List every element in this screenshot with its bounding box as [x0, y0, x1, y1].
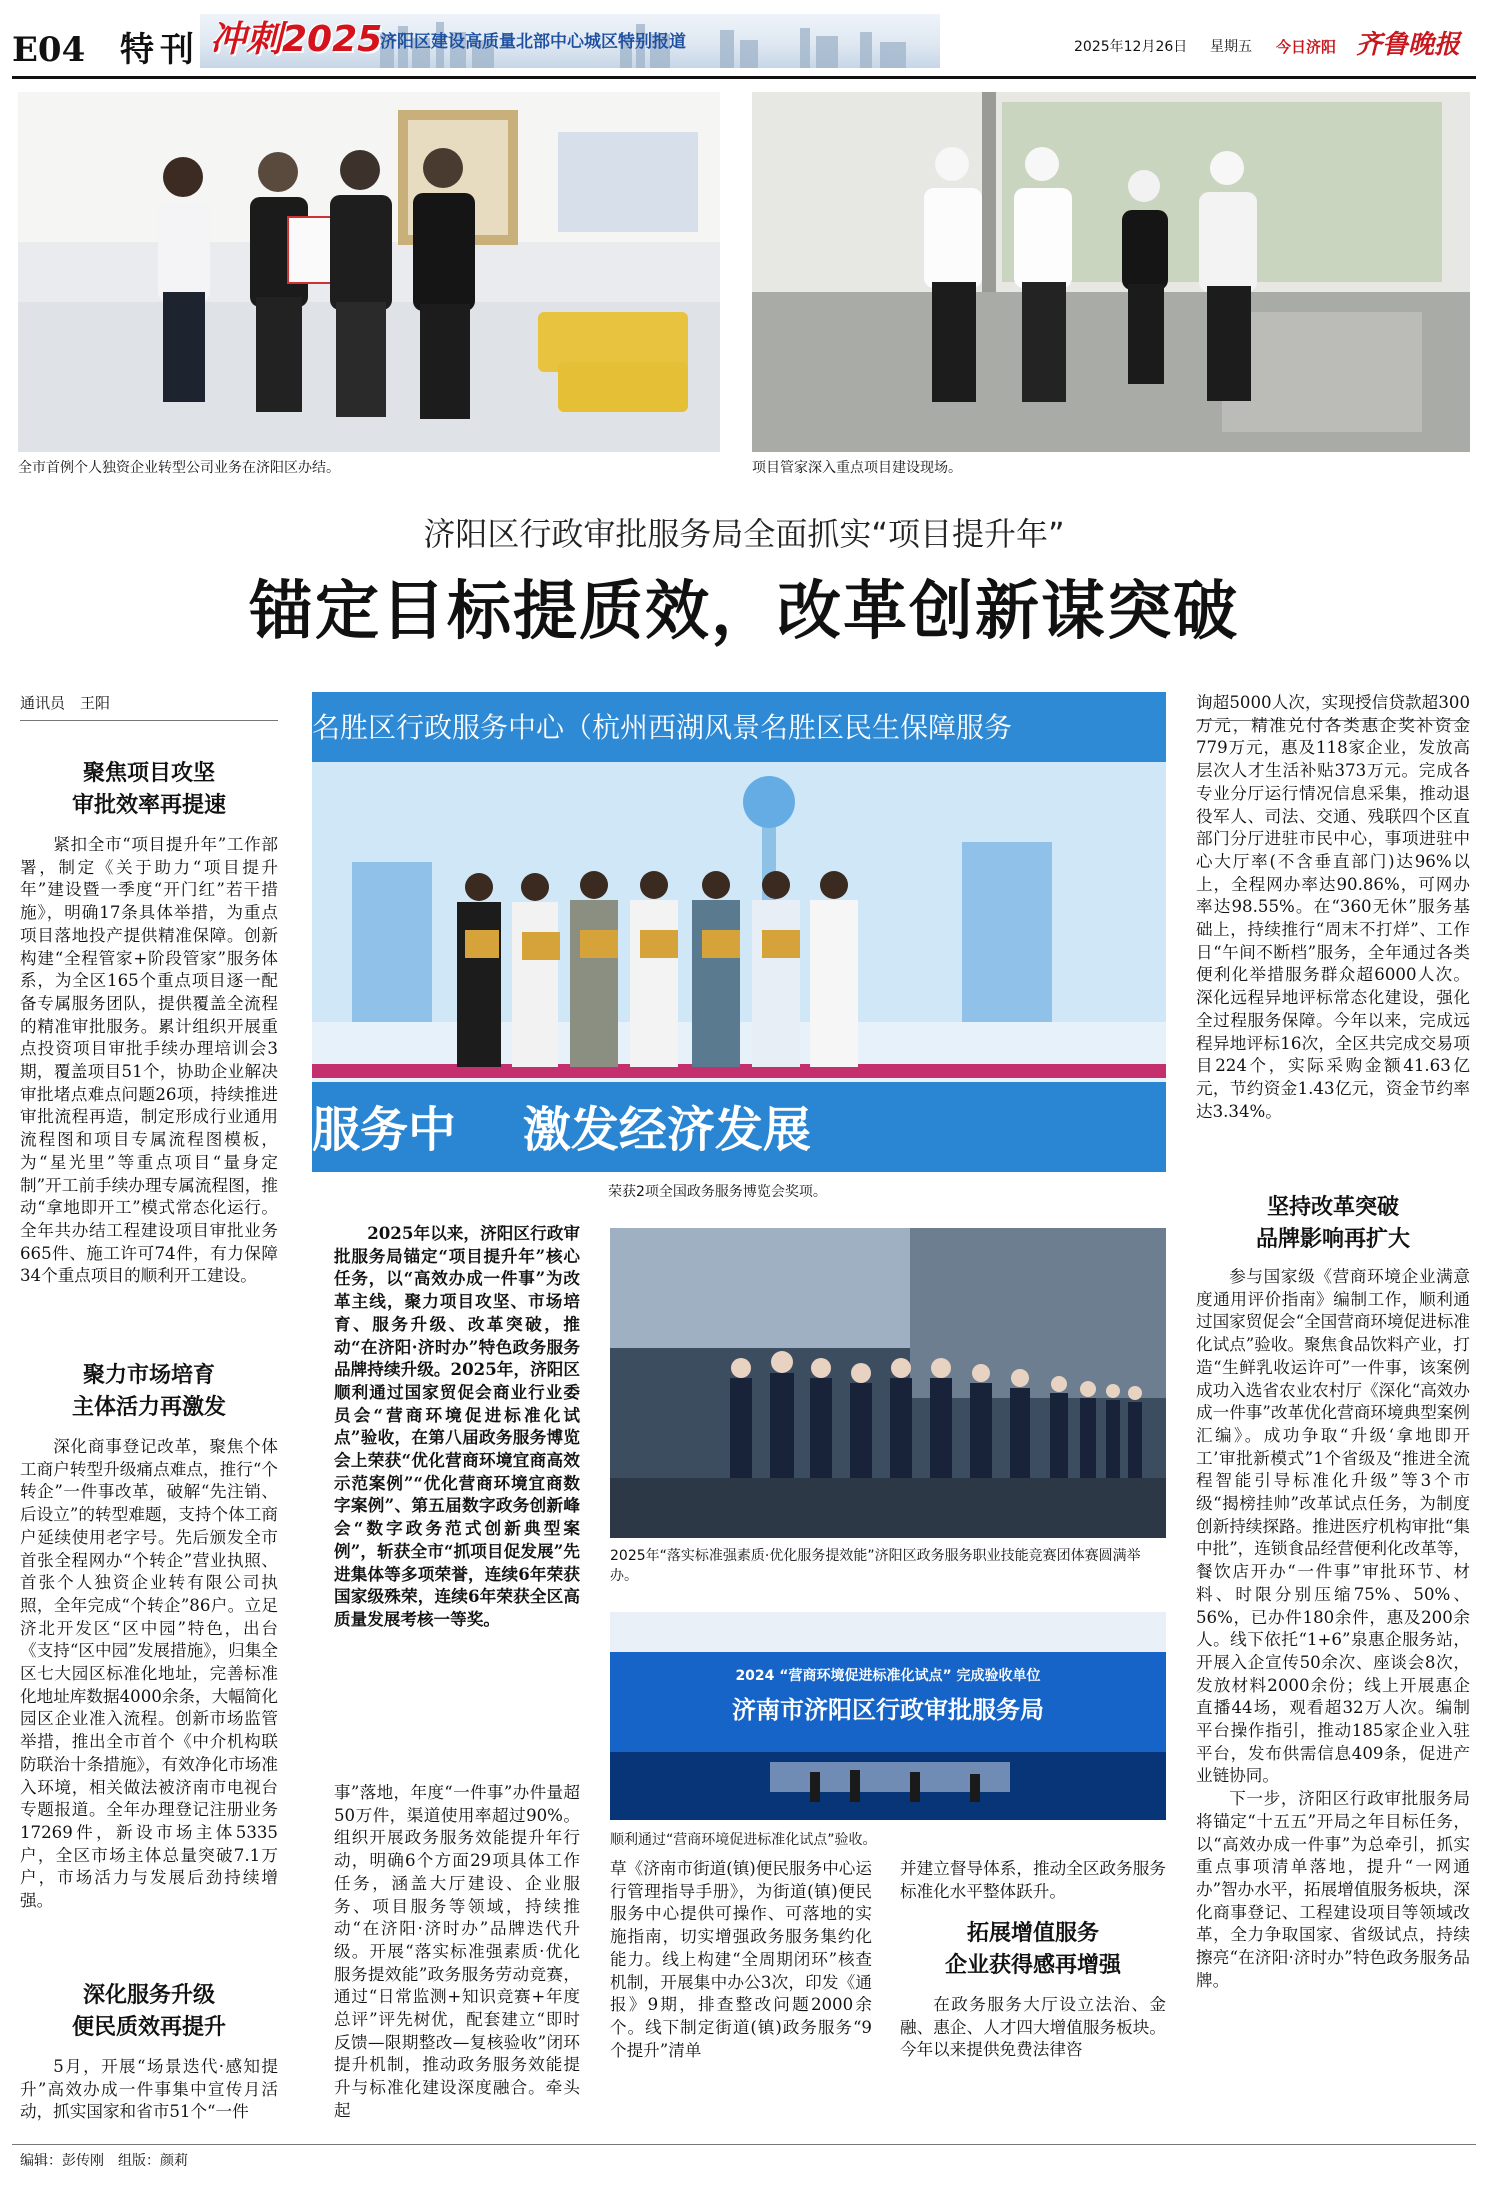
banner-title: 冲刺2025 — [210, 19, 383, 60]
paragraph-standard: 并建立督导体系，推动全区政务服务标准化水平整体跃升。 — [900, 1859, 1166, 1901]
photo-skills-competition — [610, 1228, 1166, 1538]
article-col2 — [334, 1782, 580, 2123]
subhead-market-line2: 主体活力再激发 — [71, 1395, 226, 1420]
subhead-value-added — [900, 1918, 1166, 1982]
section-name: 特刊 — [120, 30, 200, 70]
subhead-reform — [1196, 1192, 1470, 1256]
photo-construction-site-image — [752, 92, 1470, 452]
caption-award-stage: 荣获2项全国政务服务博览会奖项。 — [608, 1184, 827, 1200]
screen-line1: 2024 “营商环境促进标准化试点” 完成验收单位 — [735, 1668, 1041, 1684]
masthead-rule — [12, 76, 1476, 79]
caption-construction-site: 项目管家深入重点项目建设现场。 — [752, 460, 962, 476]
article-col5-b — [1196, 1266, 1470, 1993]
byline: 通讯员 王阳 — [20, 694, 111, 712]
award-floor-text: 服务中 激发经济发展 — [312, 1102, 811, 1158]
caption-license-handover: 全市首例个人独资企业转型公司业务在济阳区办结。 — [18, 460, 340, 476]
paper-logo: 齐鲁晚报 — [1356, 30, 1461, 60]
headline-title: 锚定目标提质效，改革创新谋突破 — [249, 574, 1239, 649]
subhead-reform-line2: 品牌影响再扩大 — [1255, 1227, 1410, 1252]
photo-construction-site — [752, 92, 1470, 452]
footer-credits: 编辑：彭传刚 组版：颜莉 — [20, 2153, 188, 2169]
issue-date: 2025年12月26日 — [1074, 39, 1188, 55]
subhead-service-line1: 深化服务升级 — [82, 1983, 215, 2008]
paragraph-service-cont: 事”落地，年度“一件事”办件量超50万件，渠道使用率超过90%。组织开展政务服务效能提升年行动，明确6个方面29项具体工作任务，涵盖大厅建设、企业服务、项目服务等领域，持续推动“在济阳·济时办”品牌迭代升级。开展“落实标准强素质·优化服务提效能”政务服务劳动竞赛，通过“日常监测+知识竞赛+年度总评”评先树优，配套建立“即时反馈—限期整改—复核验收”闭环提升机制，推动政务服务效能提升与标准化建设深度融合。牵头起 — [334, 1783, 580, 2120]
footer-rule — [12, 2144, 1476, 2145]
subhead-reform-line1: 坚持改革突破 — [1266, 1195, 1399, 1220]
subhead-service — [20, 1980, 278, 2044]
article-col4-b — [900, 1994, 1166, 2062]
banner-subtitle: 济阳区建设高质量北部中心城区特别报道 — [380, 32, 686, 52]
article-col1-b — [20, 1436, 278, 1913]
article-col4-a — [900, 1858, 1166, 1903]
article-col1-c — [20, 2056, 278, 2124]
paragraph-township: 草《济南市街道(镇)便民服务中心运行管理指导手册》，为街道(镇)便民服务中心提供可操作、可落地的实施指南，切实增强政务服务集约化能力。线上构建“全周期闭环”核查机制，开展集中办公3次，印发《通报》9期，排查整改问题2000余个。线下制定街道(镇)政务服务“9个提升”清单 — [610, 1859, 872, 2060]
photo-skills-competition-image — [610, 1228, 1166, 1538]
header-banner — [200, 14, 940, 68]
paragraph-reform: 参与国家级《营商环境企业满意度通用评价指南》编制工作，顺利通过国家贸促会“全国营商环境促进标准化试点”验收。聚焦食品饮料产业，打造“生鲜乳收运许可”一件事，该案例成功入选省农业农村厅《深化“高效办成一件事”改革优化营商环境典型案例汇编》。成功争取“升级‘拿地即开工’审批新模式”1个省级及“推进全流程智能引导标准化升级”等3个市级“揭榜挂帅”改革试点任务，为制度创新持续探路。推进医疗机构审批“集中批”，连锁食品经营便利化改革等，餐饮店开办“一件事”审批环节、材料、时限分别压缩75%、50%、56%，已办件180余件，惠及200余人。线下依托“1+6”泉惠企服务站，开展入企宣传50余次、座谈会8次，发放材料2000余份；线上开展惠企直播44场，观看超32万人次。编制平台操作指引，推动185家企业入驻平台，发布供需信息409条，促进产业链协同。 — [1196, 1267, 1470, 1786]
issue-weekday: 星期五 — [1210, 39, 1252, 55]
paragraph-services-stats: 询超5000人次，实现授信贷款超300万元，精准兑付各类惠企奖补资金779万元，惠及118家企业，发放高层次人才生活补贴373万元。完成各专业分厅运行情况信息采集，推动退役军人、司法、交通、残联四个区直部门分厅进驻市民中心，事项进驻中心大厅率(不含垂直部门)达96%以上，全程网办率达90.86%，可网办率达98.55%。在“360无休”服务基础上，持续推行“周末不打烊”、工作日“午间不断档”服务，全年通过各类便利化举措服务群众超6000人次。深化远程异地评标常态化建设，强化全过程服务保障。今年以来，完成远程异地评标16次，全区共完成交易项目224个，实际采购金额41.63亿元，节约资金1.43亿元，资金节约率达3.34%。 — [1196, 693, 1470, 1121]
subhead-project-line2: 审批效率再提速 — [71, 793, 226, 818]
subhead-value-added-line1: 拓展增值服务 — [966, 1921, 1099, 1946]
paragraph-service-start: 5月，开展“场景迭代·感知提升”高效办成一件事集中宣传月活动，抓实国家和省市51个“一件 — [20, 2057, 278, 2122]
article-col3 — [610, 1858, 872, 2062]
article-col5-a — [1196, 692, 1470, 1123]
byline-rule — [20, 720, 278, 721]
paragraph-market: 深化商事登记改革，聚焦个体工商户转型升级痛点难点，推行“个转企”一件事改革，破解“先注销、后设立”的转型难题，支持个体工商户延续使用老字号。先后颁发全市首张全程网办“个转企”营业执照、首张个人独资企业转有限公司执照，全年完成“个转企”86户。立足济北开发区“区中园”特色，出台《支持“区中园”发展措施》，归集全区七大园区标准化地址，完善标准化地址库数据4000余条，大幅简化园区企业准入流程。创新市场监管举措，推出全市首个《中介机构联防联治十条措施》，有效净化市场准入环境，相关做法被济南市电视台专题报道。全年办理登记注册业务17269件，新设市场主体5335户，全区市场主体总量突破7.1万户，市场活力与发展后劲持续增强。 — [20, 1437, 278, 1911]
award-banner-text: 名胜区行政服务中心（杭州西湖风景名胜区民生保障服务 — [312, 711, 1013, 744]
article-col1-a — [20, 834, 278, 1288]
subhead-project-line1: 聚焦项目攻坚 — [82, 761, 215, 786]
paragraph-next-step: 下一步，济阳区行政审批服务局将锚定“十五五”开局之年目标任务，以“高效办成一件事”为总牵引，抓实重点事项清单落地，提升“一网通办”智办水平，拓展增值服务板块，深化商事登记、工程建设项目等领域改革，全力争取国家、省级试点，持续擦亮“在济阳·济时办”特色政务服务品牌。 — [1196, 1789, 1470, 1990]
page-code: E04 — [12, 30, 86, 70]
paragraph-project: 紧扣全市“项目提升年”工作部署，制定《关于助力“项目提升年”建设暨一季度“开门红”若干措施》，明确17条具体举措，为重点项目落地投产提供精准保障。创新构建“全程管家+阶段管家”服务体系，为全区165个重点项目逐一配备专属服务团队，提供覆盖全流程的精准审批服务。累计组织开展重点投资项目审批手续办理培训会3期，覆盖项目51个，协助企业解决审批堵点难点问题26项，持续推进审批流程再造，制定形成行业通用流程图和项目专属流程图模板，为“星光里”等重点项目“量身定制”开工前手续办理专属流程图，推动“拿地即开工”模式常态化运行。全年共办结工程建设项目审批业务665件、施工许可74件，有力保障34个重点项目的顺利开工建设。 — [20, 835, 278, 1286]
caption-skills-competition: 2025年“落实标准强素质·优化服务提效能”济阳区政务服务职业技能竞赛团体赛圆满举办。 — [610, 1548, 1141, 1584]
headline-kicker: 济阳区行政审批服务局全面抓实“项目提升年” — [423, 515, 1065, 553]
photo-license-handover-image — [18, 92, 720, 452]
edition-name: 今日济阳 — [1276, 38, 1337, 56]
paragraph-intro: 2025年以来，济阳区行政审批服务局锚定“项目提升年”核心任务，以“高效办成一件事”为改革主线，聚力项目攻坚、市场培育、服务升级、改革突破，推动“在济阳·济时办”特色政务服务品牌持续升级。2025年，济阳区顺利通过国家贸促会商业行业委员会“营商环境促进标准化试点”验收，在第八届政务服务博览会上荣获“优化营商环境宜商高效示范案例”“优化营商环境宜商数字案例”、第五届数字政务创新峰会“数字政务范式创新典型案例”，斩获全市“抓项目促发展”先进集体等多项荣誉，连续6年荣获国家级殊荣，连续6年荣获全区高质量发展考核一等奖。 — [334, 1223, 580, 1629]
paragraph-value-added: 在政务服务大厅设立法治、金融、惠企、人才四大增值服务板块。今年以来提供免费法律咨 — [900, 1995, 1166, 2060]
subhead-service-line2: 便民质效再提升 — [71, 2015, 226, 2040]
subhead-market — [20, 1360, 278, 1424]
subhead-value-added-line2: 企业获得感再增强 — [944, 1953, 1121, 1978]
caption-pilot-acceptance: 顺利通过“营商环境促进标准化试点”验收。 — [610, 1832, 877, 1848]
subhead-project — [20, 758, 278, 822]
screen-line2: 济南市济阳区行政审批服务局 — [732, 1696, 1044, 1724]
photo-pilot-acceptance — [610, 1612, 1166, 1820]
photo-license-handover — [18, 92, 720, 452]
subhead-market-line1: 聚力市场培育 — [82, 1363, 215, 1388]
photo-award-stage — [312, 692, 1166, 1172]
article-intro — [334, 1222, 580, 1631]
